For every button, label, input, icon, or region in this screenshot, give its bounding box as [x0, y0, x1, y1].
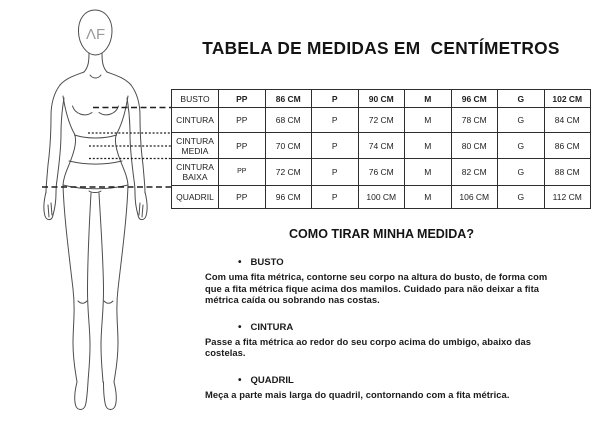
size-cell: 84 CM: [544, 108, 591, 133]
croquis-neck: [84, 53, 89, 72]
size-cell: 78 CM: [451, 108, 498, 133]
croquis-knee: [104, 301, 113, 303]
size-cell: 76 CM: [358, 159, 405, 186]
table-row-cintura-baixa: [172, 159, 591, 186]
size-cell: M: [405, 159, 452, 186]
size-cell: M: [405, 186, 452, 209]
size-cell: 80 CM: [451, 133, 498, 159]
row-label: BUSTO: [172, 90, 219, 108]
size-cell: M: [405, 133, 452, 159]
size-cell: 88 CM: [544, 159, 591, 186]
croquis-shoulder: [107, 72, 131, 85]
croquis-hand-left: [51, 203, 52, 215]
size-cell: 72 CM: [265, 159, 312, 186]
size-cell: 96 CM: [265, 186, 312, 209]
instruction-item-quadril: [205, 375, 558, 401]
size-cell: 106 CM: [451, 186, 498, 209]
size-cell: G: [498, 108, 545, 133]
size-cell: 86 CM: [544, 133, 591, 159]
instruction-label: BUSTO: [250, 257, 284, 268]
size-cell: P: [312, 133, 359, 159]
croquis-outline: [44, 10, 147, 410]
instruction-text: Meça a parte mais larga do quadril, contornando com a fita métrica.: [205, 388, 510, 400]
instruction-item-busto: [205, 257, 558, 306]
croquis-leg-left: [63, 185, 77, 382]
instructions-heading: COMO TIRAR MINHA MEDIDA?: [289, 227, 474, 241]
size-cell: P: [312, 186, 359, 209]
size-cell: 102 CM: [544, 90, 591, 108]
croquis-knee: [78, 301, 87, 303]
croquis-hand-right: [142, 205, 143, 217]
croquis-leg-right: [114, 185, 128, 382]
croquis-neck: [102, 53, 107, 72]
size-cell: PP: [219, 159, 266, 186]
croquis-leg-left: [88, 193, 92, 382]
croquis-hand-right: [135, 192, 147, 220]
croquis-shoulder: [60, 72, 84, 85]
size-cell: 112 CM: [544, 186, 591, 209]
size-cell: G: [498, 90, 545, 108]
size-cell: 100 CM: [358, 186, 405, 209]
size-cell: P: [312, 159, 359, 186]
size-cell: G: [498, 159, 545, 186]
instruction-bullet-line: [205, 322, 558, 333]
row-label: CINTURA MEDIA: [172, 133, 219, 159]
table-row-cintura-media: [172, 133, 591, 159]
croquis-hip-contour: [69, 161, 122, 164]
croquis-arm-left: [56, 98, 64, 194]
bullet-icon: •: [238, 321, 242, 333]
size-cell: 74 CM: [358, 133, 405, 159]
size-cell: 90 CM: [358, 90, 405, 108]
instructions-section: [205, 227, 558, 400]
croquis-hand-left: [48, 205, 49, 217]
table-row-cintura: [172, 108, 591, 133]
croquis-hand-right: [139, 203, 140, 215]
croquis-waist-line: [75, 135, 117, 138]
size-cell: 70 CM: [265, 133, 312, 159]
croquis-collarbone: [90, 75, 101, 78]
croquis-bust-curve: [73, 106, 93, 115]
page-title: TABELA DE MEDIDAS EM CENTÍMETROS: [202, 38, 560, 58]
size-cell: 68 CM: [265, 108, 312, 133]
size-cell: PP: [219, 108, 266, 133]
row-label: QUADRIL: [172, 186, 219, 209]
instruction-label: CINTURA: [250, 321, 294, 333]
instruction-bullet-line: [205, 257, 558, 268]
size-cell: G: [498, 133, 545, 159]
instruction-text: Passe a fita métrica ao redor do seu corpo acima do umbigo, abaixo das costelas.: [205, 335, 531, 358]
row-label: CINTURA BAIXA: [172, 159, 219, 186]
croquis-crotch: [89, 191, 101, 193]
size-cell: PP: [219, 133, 266, 159]
table-row-quadril: [172, 186, 591, 209]
size-cell: M: [405, 108, 452, 133]
croquis-foot-right: [104, 382, 117, 410]
row-label: CINTURA: [172, 108, 219, 133]
size-cell: 72 CM: [358, 108, 405, 133]
instruction-bullet-line: [205, 375, 558, 386]
size-table: [171, 89, 591, 209]
croquis-foot-left: [75, 382, 88, 410]
size-cell: G: [498, 186, 545, 209]
size-cell: PP: [219, 186, 266, 209]
instruction-text: Com uma fita métrica, contorne seu corpo na altura do busto, de forma com que a fita métrica fique acima dos mamilos. Cuidado para não deixar a fita métrica caída ou sobrando nas costas.: [205, 271, 548, 305]
size-cell: 96 CM: [451, 90, 498, 108]
brand-logo: ΛF: [86, 26, 106, 43]
croquis-hand-left: [44, 192, 56, 220]
table-row-busto: [172, 90, 591, 108]
bullet-icon: •: [238, 257, 242, 268]
size-cell: P: [312, 90, 359, 108]
size-cell: 82 CM: [451, 159, 498, 186]
size-cell: P: [312, 108, 359, 133]
croquis-leg-right: [99, 193, 104, 382]
size-cell: PP: [219, 90, 266, 108]
size-cell: 86 CM: [265, 90, 312, 108]
instruction-label: QUADRIL: [250, 374, 294, 386]
size-cell: M: [405, 90, 452, 108]
bullet-icon: •: [238, 374, 242, 386]
instruction-item-cintura: [205, 322, 558, 359]
